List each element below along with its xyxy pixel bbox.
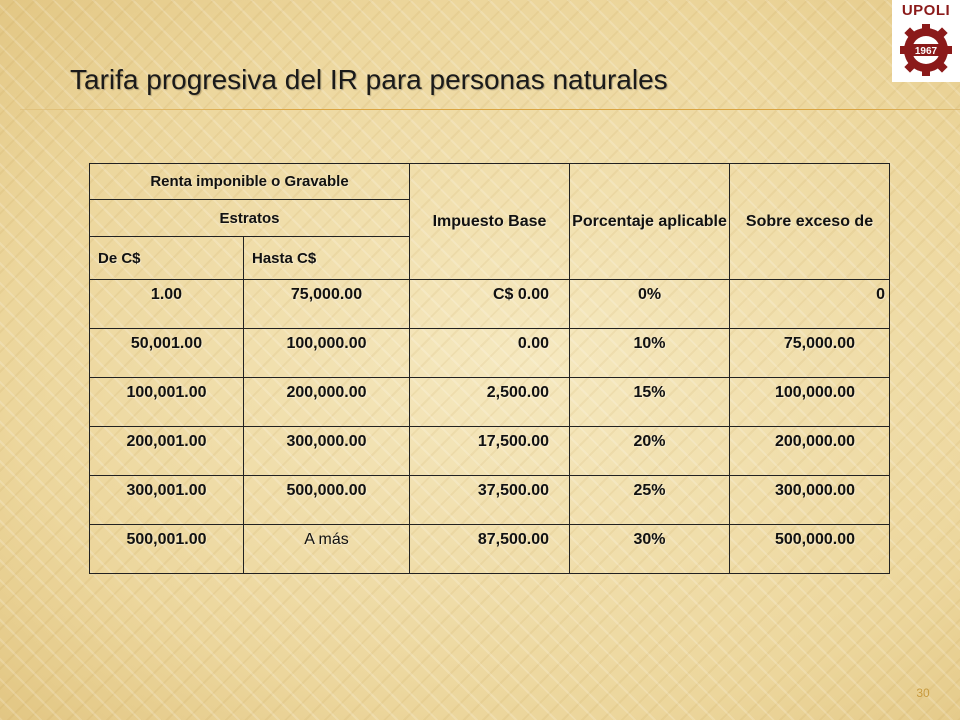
cell-to: A más [244,525,410,574]
cell-over: 200,000.00 [730,427,890,476]
cell-from: 100,001.00 [90,378,244,427]
cell-from: 1.00 [90,280,244,329]
title-divider [20,109,960,110]
header-sobre-exceso: Sobre exceso de [730,164,890,280]
logo-text: UPOLI [901,2,951,19]
tax-rate-table [89,163,890,574]
table-row [90,476,890,525]
cell-to: 300,000.00 [244,427,410,476]
cell-pct: 25% [570,476,730,525]
header-hasta: Hasta C$ [244,237,410,280]
table-row [90,378,890,427]
cell-pct: 30% [570,525,730,574]
cell-base: 87,500.00 [410,525,570,574]
cell-from: 200,001.00 [90,427,244,476]
cell-to: 100,000.00 [244,329,410,378]
cell-to: 75,000.00 [244,280,410,329]
cell-from: 50,001.00 [90,329,244,378]
table-row [90,329,890,378]
cell-from: 500,001.00 [90,525,244,574]
header-renta-imponible: Renta imponible o Gravable [90,164,410,200]
cell-from: 300,001.00 [90,476,244,525]
cell-pct: 0% [570,280,730,329]
table-row [90,427,890,476]
cell-over: 300,000.00 [730,476,890,525]
table-row [90,280,890,329]
cell-to: 500,000.00 [244,476,410,525]
cell-over: 75,000.00 [730,329,890,378]
cell-base: 37,500.00 [410,476,570,525]
logo-year: 1967 [914,46,938,57]
cell-base: 17,500.00 [410,427,570,476]
cell-to: 200,000.00 [244,378,410,427]
header-de: De C$ [90,237,244,280]
cell-base: 2,500.00 [410,378,570,427]
header-estratos: Estratos [90,200,410,237]
cell-over: 0 [730,280,890,329]
cell-base: C$ 0.00 [410,280,570,329]
cell-over: 500,000.00 [730,525,890,574]
cell-pct: 10% [570,329,730,378]
page-title: Tarifa progresiva del IR para personas naturales [70,64,668,95]
cell-base: 0.00 [410,329,570,378]
upoli-logo [892,0,960,82]
gear-seal-icon [898,20,954,78]
page-number: 30 [916,686,930,700]
header-impuesto-base: Impuesto Base [410,164,570,280]
header-porcentaje-aplicable: Porcentaje aplicable [570,164,730,280]
cell-pct: 20% [570,427,730,476]
cell-over: 100,000.00 [730,378,890,427]
table-row [90,525,890,574]
cell-pct: 15% [570,378,730,427]
